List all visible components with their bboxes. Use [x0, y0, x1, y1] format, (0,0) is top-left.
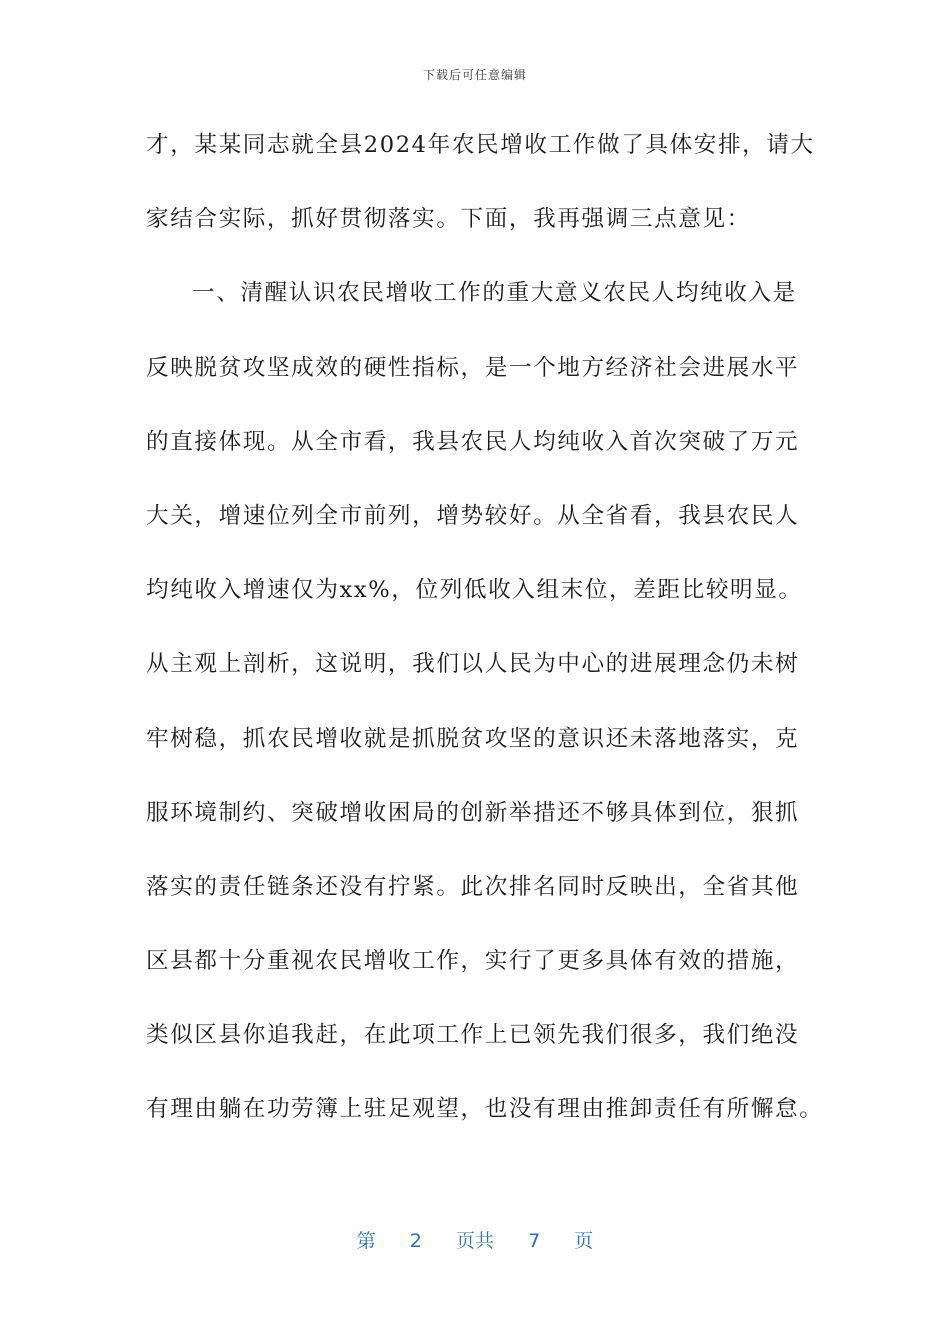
page-middle: 页共 [455, 1230, 494, 1252]
text-line: 落实的责任链条还没有拧紧。此次排名同时反映出，全省其他 [146, 873, 800, 900]
text-line: 反映脱贫攻坚成效的硬性指标，是一个地方经济社会进展水平 [146, 354, 800, 381]
page-footer [0, 1226, 950, 1253]
text-line: 牢树稳，抓农民增收就是抓脱贫攻坚的意识还未落地落实，克 [146, 725, 800, 752]
text-line: 的直接体现。从全市看，我县农民人均纯收入首次突破了万元 [146, 428, 800, 455]
text-line: 大关，增速位列全市前列，增势较好。从全省看，我县农民人 [146, 502, 800, 529]
text-line: 家结合实际，抓好贯彻落实。下面，我再强调三点意见： [146, 206, 751, 233]
section-heading-line: 一、清醒认识农民增收工作的重大意义农民人均纯收入是 [192, 280, 797, 307]
header-note: 下载后可任意编辑 [422, 68, 527, 82]
text-line: 区县都十分重视农民增收工作，实行了更多具体有效的措施， [146, 948, 800, 975]
text-line: 有理由躺在功劳簿上驻足观望，也没有理由推卸责任有所懈怠。 [146, 1096, 824, 1123]
total-pages: 7 [528, 1230, 541, 1252]
text-line: 均纯收入增速仅为xx%，位列低收入组末位，差距比较明显。 [146, 577, 803, 604]
page-prefix: 第 [356, 1230, 376, 1252]
text-line: 从主观上剖析，这说明，我们以人民为中心的进展理念仍未树 [146, 651, 800, 678]
text-line: 服环境制约、突破增收困局的创新举措还不够具体到位，狠抓 [146, 799, 800, 826]
text-line: 才，某某同志就全县2024年农民增收工作做了具体安排，请大 [146, 132, 815, 158]
text-line: 类似区县你追我赶，在此项工作上已领先我们很多，我们绝没 [146, 1022, 800, 1049]
page-number: 2 [409, 1230, 422, 1252]
document-body [146, 122, 824, 1161]
page-suffix: 页 [574, 1230, 594, 1252]
